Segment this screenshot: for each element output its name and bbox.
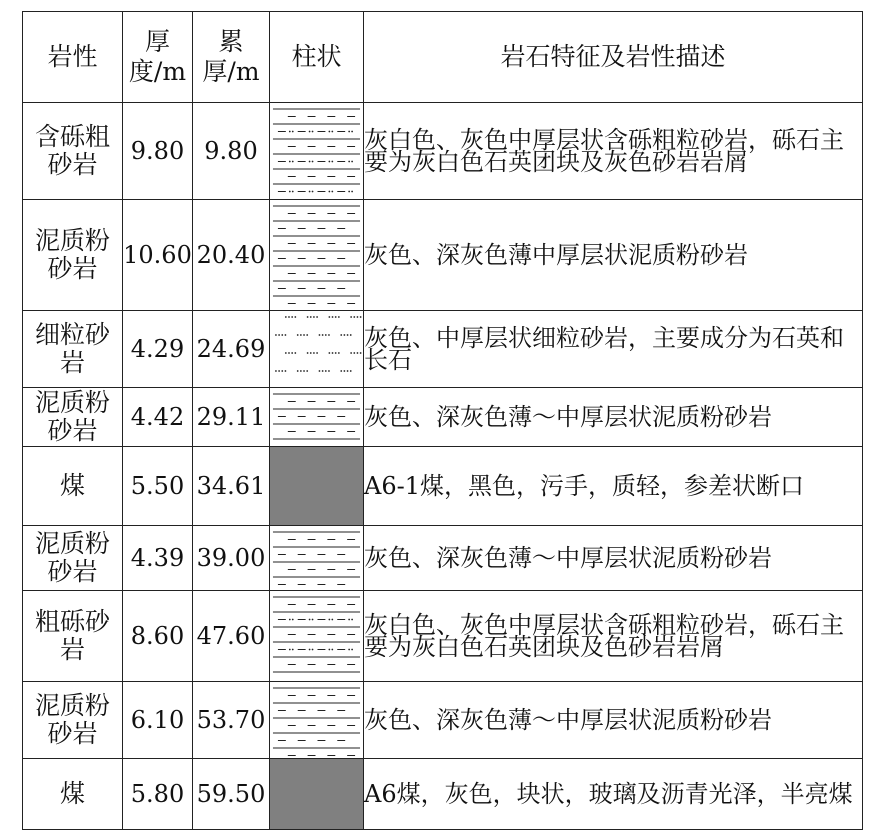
column-cell xyxy=(270,591,364,682)
cumulative-cell: 20.40 xyxy=(193,200,270,311)
table-row xyxy=(23,682,863,759)
cumulative-cell: 47.60 xyxy=(193,591,270,682)
pebbly-sandstone-pattern xyxy=(270,103,363,199)
header-description: 岩石特征及岩性描述 xyxy=(364,12,863,103)
description-cell: 灰色、中厚层状细粒砂岩，主要成分为石英和长石 xyxy=(364,311,863,388)
lithology-cell xyxy=(23,311,123,388)
lithology-name: 煤 xyxy=(59,779,85,808)
lithology-name: 泥质粉砂岩 xyxy=(35,529,111,586)
description-cell: 灰白色、灰色中厚层状含砾粗粒砂岩，砾石主要为灰白色石英团块及色砂岩岩屑 xyxy=(364,591,863,682)
cumulative-cell: 39.00 xyxy=(193,526,270,591)
thickness-cell: 5.80 xyxy=(123,759,193,830)
thickness-cell: 4.39 xyxy=(123,526,193,591)
header-thickness xyxy=(123,12,193,103)
description-cell: 灰色、深灰色薄中厚层状泥质粉砂岩 xyxy=(364,200,863,311)
header-column: 柱状 xyxy=(270,12,364,103)
description-cell: 灰色、深灰色薄～中厚层状泥质粉砂岩 xyxy=(364,388,863,447)
table-row xyxy=(23,103,863,200)
description-cell: A6煤，灰色，块状，玻璃及沥青光泽，半亮煤 xyxy=(364,759,863,830)
lithology-name: 泥质粉砂岩 xyxy=(35,226,111,283)
header-thickness-label: 厚度/m xyxy=(128,27,187,86)
table-row xyxy=(23,311,863,388)
muddy-siltstone-pattern xyxy=(270,388,363,446)
lithology-name: 粗砾砂岩 xyxy=(35,607,111,664)
description-cell: 灰色、深灰色薄～中厚层状泥质粉砂岩 xyxy=(364,682,863,759)
lithology-cell xyxy=(23,682,123,759)
coal-fill xyxy=(270,447,363,525)
lithology-cell xyxy=(23,103,123,200)
header-cumulative-label: 累厚/m xyxy=(202,27,260,86)
column-cell xyxy=(270,759,364,830)
muddy-siltstone-pattern xyxy=(270,682,363,758)
column-cell xyxy=(270,311,364,388)
muddy-siltstone-pattern xyxy=(270,200,363,310)
lithology-cell xyxy=(23,447,123,526)
table-row xyxy=(23,388,863,447)
lithology-cell xyxy=(23,759,123,830)
thickness-cell: 4.42 xyxy=(123,388,193,447)
lithology-name: 含砾粗砂岩 xyxy=(35,122,111,179)
lithology-name: 细粒砂岩 xyxy=(35,320,111,377)
cumulative-cell: 34.61 xyxy=(193,447,270,526)
lithology-cell xyxy=(23,526,123,591)
column-cell xyxy=(270,526,364,591)
lithology-cell xyxy=(23,388,123,447)
lithology-cell xyxy=(23,591,123,682)
thickness-cell: 5.50 xyxy=(123,447,193,526)
thickness-cell: 9.80 xyxy=(123,103,193,200)
description-cell: 灰色、深灰色薄～中厚层状泥质粉砂岩 xyxy=(364,526,863,591)
lithology-cell xyxy=(23,200,123,311)
muddy-siltstone-pattern xyxy=(270,526,363,590)
column-cell xyxy=(270,200,364,311)
stratigraphic-table xyxy=(22,11,863,830)
thickness-cell: 6.10 xyxy=(123,682,193,759)
cumulative-cell: 9.80 xyxy=(193,103,270,200)
column-cell xyxy=(270,103,364,200)
lithology-name: 煤 xyxy=(59,471,85,500)
header-cumulative xyxy=(193,12,270,103)
thickness-cell: 4.29 xyxy=(123,311,193,388)
table-row xyxy=(23,591,863,682)
thickness-cell: 10.60 xyxy=(123,200,193,311)
description-cell: 灰白色、灰色中厚层状含砾粗粒砂岩，砾石主要为灰白色石英团块及灰色砂岩岩屑 xyxy=(364,103,863,200)
coal-pattern xyxy=(270,759,363,829)
table-row xyxy=(23,759,863,830)
pebbly-sandstone-pattern xyxy=(270,591,363,681)
column-cell xyxy=(270,682,364,759)
table-row xyxy=(23,447,863,526)
column-cell xyxy=(270,388,364,447)
header-lithology: 岩性 xyxy=(23,12,123,103)
description-cell: A6-1煤，黑色，污手，质轻，参差状断口 xyxy=(364,447,863,526)
fine-sandstone-pattern xyxy=(270,311,363,387)
cumulative-cell: 29.11 xyxy=(193,388,270,447)
table-row xyxy=(23,200,863,311)
column-cell xyxy=(270,447,364,526)
lithology-name: 泥质粉砂岩 xyxy=(35,388,111,445)
header-row xyxy=(23,12,863,103)
table-row xyxy=(23,526,863,591)
coal-fill xyxy=(270,759,363,829)
cumulative-cell: 53.70 xyxy=(193,682,270,759)
cumulative-cell: 24.69 xyxy=(193,311,270,388)
cumulative-cell: 59.50 xyxy=(193,759,270,830)
coal-pattern xyxy=(270,447,363,525)
thickness-cell: 8.60 xyxy=(123,591,193,682)
lithology-name: 泥质粉砂岩 xyxy=(35,691,111,748)
